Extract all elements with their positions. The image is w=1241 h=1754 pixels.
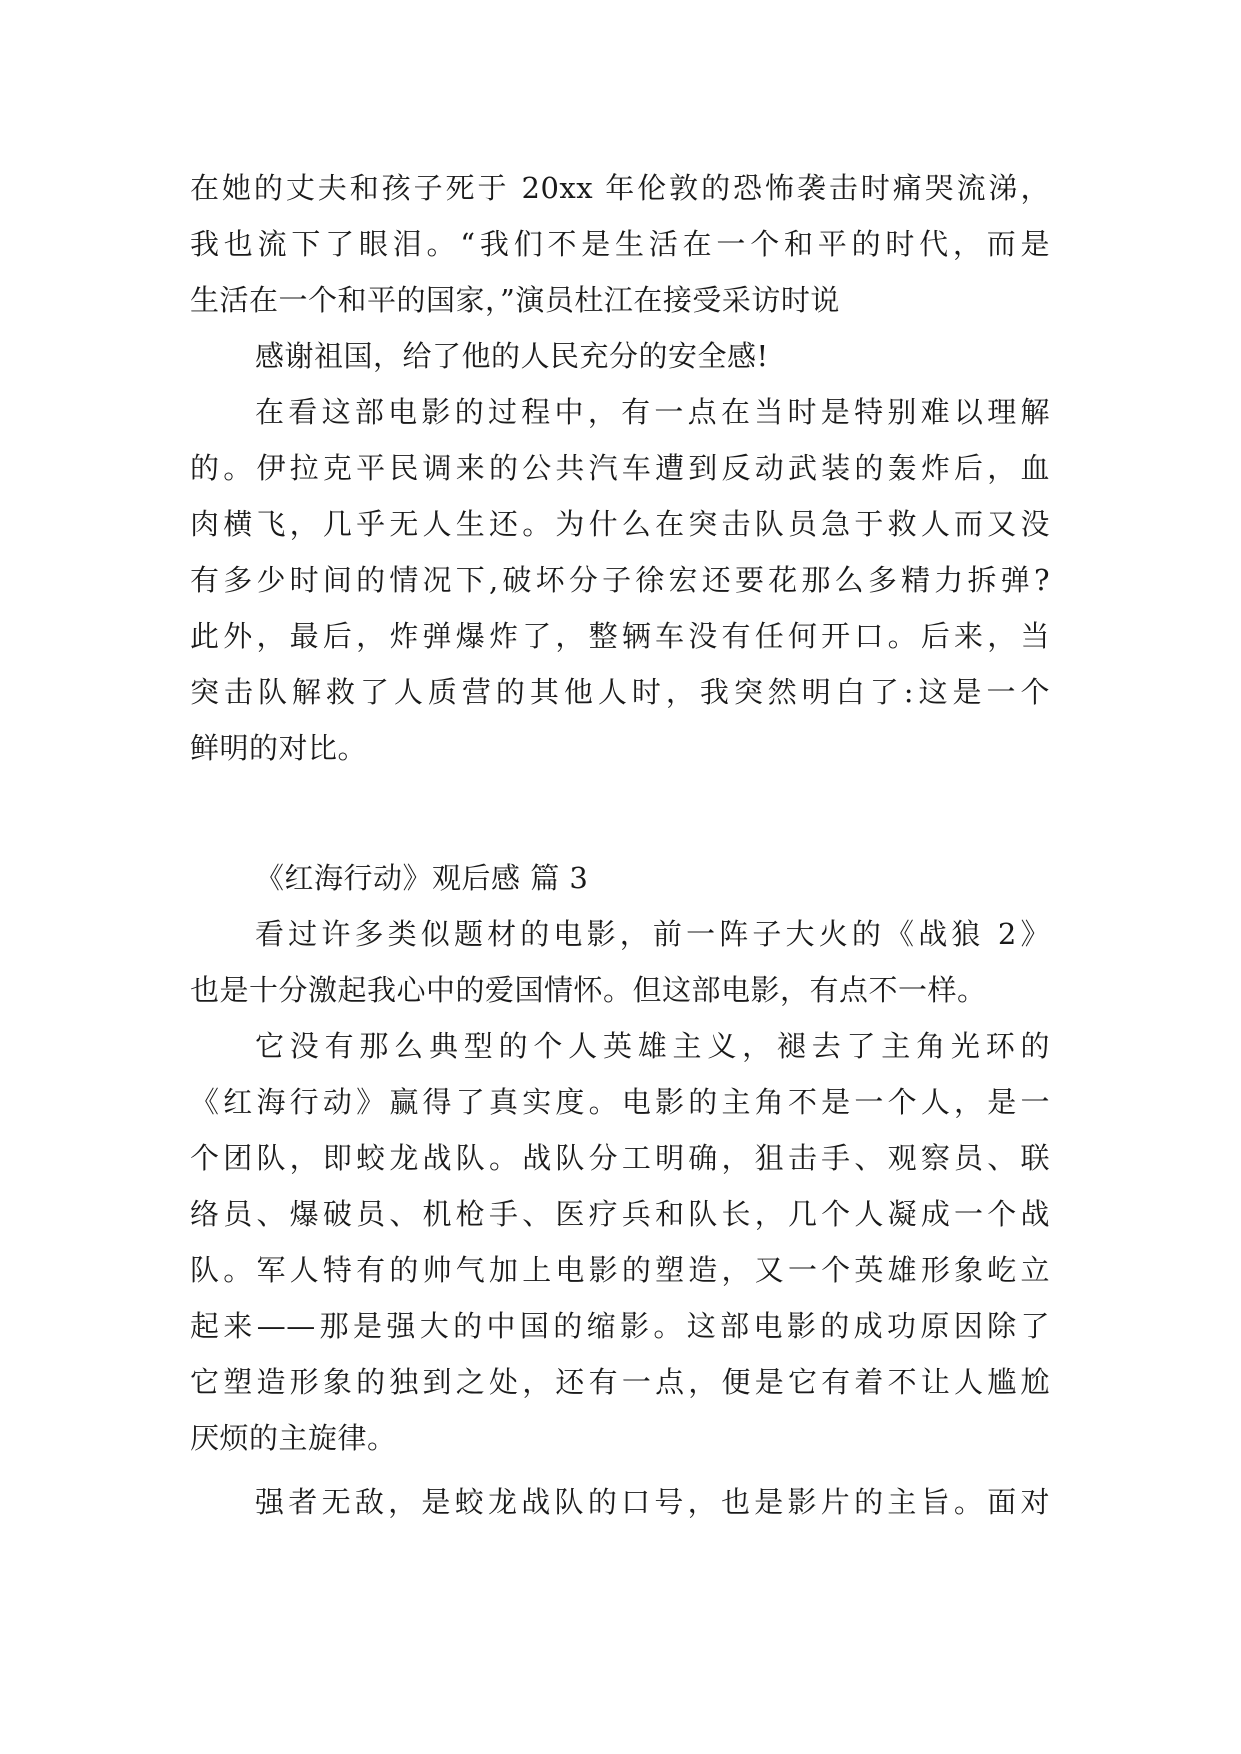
paragraph-line: 感谢祖国，给了他的人民充分的安全感! bbox=[255, 339, 769, 373]
paragraph-line: 也是十分激起我心中的爱国情怀。但这部电影，有点不一样。 bbox=[190, 973, 987, 1007]
paragraph-line: 厌烦的主旋律。 bbox=[190, 1421, 397, 1455]
paragraph-line: 生活在一个和平的国家，”演员杜江在接受采访时说 bbox=[190, 283, 840, 317]
paragraph-line: 个团队，即蛟龙战队。战队分工明确，狙击手、观察员、联 bbox=[190, 1141, 1050, 1175]
paragraph-line: 的。伊拉克平民调来的公共汽车遭到反动武装的轰炸后，血 bbox=[190, 451, 1050, 485]
paragraph-line: 鲜明的对比。 bbox=[190, 731, 368, 765]
paragraph-line: 看过许多类似题材的电影，前一阵子大火的《战狼 2》 bbox=[255, 917, 1050, 951]
paragraph-line: 起来——那是强大的中国的缩影。这部电影的成功原因除了 bbox=[190, 1309, 1050, 1343]
paragraph-line: 此外，最后，炸弹爆炸了，整辆车没有任何开口。后来，当 bbox=[190, 619, 1050, 653]
paragraph-line: 有多少时间的情况下,破坏分子徐宏还要花那么多精力拆弹? bbox=[190, 563, 1050, 597]
paragraph-line: 在她的丈夫和孩子死于 20xx 年伦敦的恐怖袭击时痛哭流涕， bbox=[190, 171, 1050, 205]
paragraph-line: 肉横飞，几乎无人生还。为什么在突击队员急于救人而又没 bbox=[190, 507, 1050, 541]
paragraph-line: 它没有那么典型的个人英雄主义，褪去了主角光环的 bbox=[255, 1029, 1050, 1063]
paragraph-line: 强者无敌，是蛟龙战队的口号，也是影片的主旨。面对 bbox=[255, 1485, 1050, 1519]
paragraph-line: 《红海行动》赢得了真实度。电影的主角不是一个人，是一 bbox=[190, 1085, 1050, 1119]
paragraph-line: 我也流下了眼泪。“我们不是生活在一个和平的时代，而是 bbox=[190, 227, 1050, 261]
paragraph-line: 在看这部电影的过程中，有一点在当时是特别难以理解 bbox=[255, 395, 1050, 429]
paragraph-line: 突击队解救了人质营的其他人时，我突然明白了:这是一个 bbox=[190, 675, 1050, 709]
section-heading: 《红海行动》观后感 篇 3 bbox=[255, 861, 589, 895]
paragraph-line: 它塑造形象的独到之处，还有一点，便是它有着不让人尴尬 bbox=[190, 1365, 1050, 1399]
paragraph-line: 队。军人特有的帅气加上电影的塑造，又一个英雄形象屹立 bbox=[190, 1253, 1050, 1287]
paragraph-line: 络员、爆破员、机枪手、医疗兵和队长，几个人凝成一个战 bbox=[190, 1197, 1050, 1231]
